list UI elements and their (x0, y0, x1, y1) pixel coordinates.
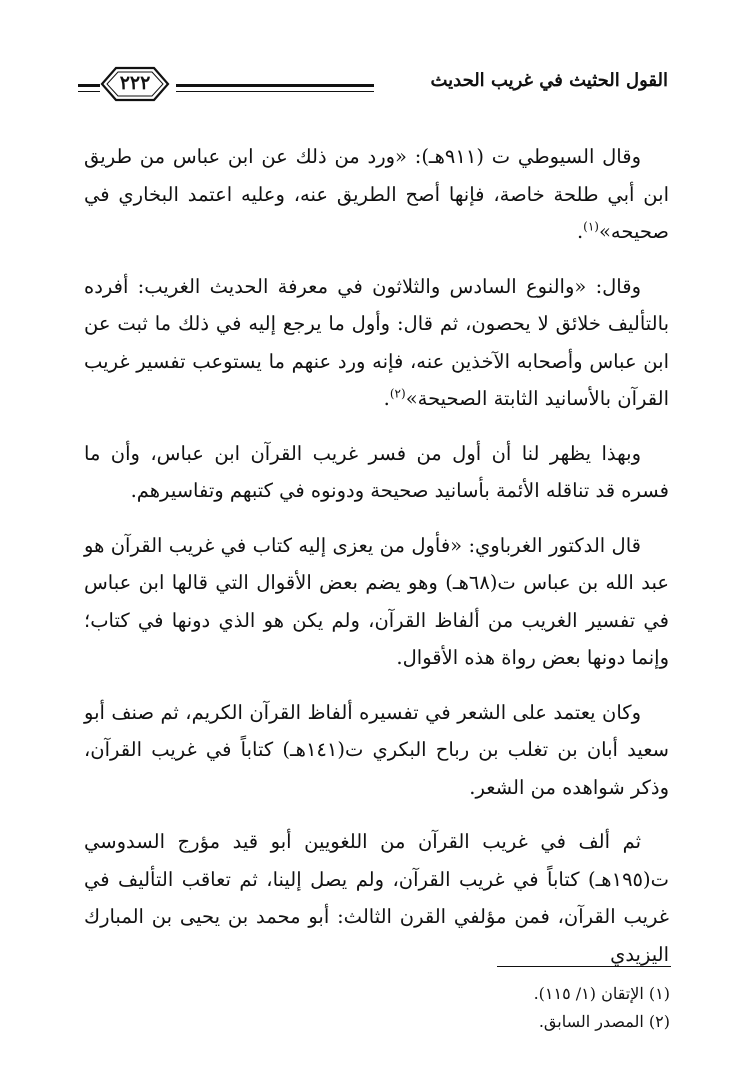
page-number-badge (98, 64, 172, 104)
paragraph-4: قال الدكتور الغرباوي: «فأول من يعزى إليه كتاب في غريب القرآن هو عبد الله بن عباس ت(٦٨هـ) وهو يضم بعض الأقوال التي قالها ابن عباس في تفسير الغريب من ألفاظ القرآن، ولم يكن هو الذي دونها في كتاب؛ وإنما دونها بعض رواة هذه الأقوال. (84, 533, 670, 669)
header-rule-left (78, 84, 100, 87)
paragraph-3: وبهذا يظهر لنا أن أول من فسر غريب القرآن ابن عباس، وأن ما فسره قد تناقله الأئمة بأسانيد صحيحة ودونوه في كتبهم وتفاسيرهم. (84, 441, 669, 502)
footnotes (300, 980, 670, 1036)
paragraph-2 (84, 268, 669, 418)
paragraph-tail: . (576, 220, 584, 243)
header-rule-middle-thin (176, 91, 374, 92)
paragraph-1 (84, 138, 669, 251)
footnote-2: (٢) المصدر السابق. (538, 1012, 670, 1031)
running-title: القول الحثيث في غريب الحديث (430, 70, 668, 91)
page-number: ٢٢٢ (119, 72, 151, 94)
footnote-ref-1: (١) (583, 219, 599, 234)
footnote-1: (١) الإتقان (١/ ١١٥). (533, 984, 670, 1003)
paragraph-5: وكان يعتمد على الشعر في تفسيره ألفاظ القرآن الكريم، ثم صنف أبو سعيد أبان بن تغلب بن رباح البكري ت(١٤١هـ) كتاباً في غريب القرآن، وذكر شواهده من الشعر. (84, 700, 670, 799)
header-rule-middle (176, 84, 374, 87)
header-rule-left-thin (78, 91, 100, 92)
main-text (84, 138, 669, 990)
paragraph-text: وقال السيوطي ت (٩١١هـ): «ورد من ذلك عن ابن عباس من طريق ابن أبي طلحة خاصة، فإنها أصح الطريق عنه، وعليه اعتمد البخاري في صحيحه» (84, 145, 669, 243)
paragraph-text: وقال: «والنوع السادس والثلاثون في معرفة الحديث الغريب: أفرده بالتأليف خلائق لا يحصون، ثم قال: وأول ما يرجع إليه في ذلك ما ثبت عن ابن عباس وأصحابه الآخذين عنه، فإنه ورد عنهم ما يستوعب تفسير غريب القرآن بالأسانيد الثابتة الصحيحة» (84, 274, 669, 410)
paragraph-tail: . (383, 387, 390, 410)
page-header (78, 62, 668, 112)
paragraph-6: ثم ألف في غريب القرآن من اللغويين أبو قيد مؤرج السدوسي ت(١٩٥هـ) كتاباً في غريب القرآن، ولم يصل إلينا، ثم تعاقب التأليف في غريب القرآن، فمن مؤلفي القرن الثالث: أبو محمد بن يحيى بن المبارك اليزيدي (84, 830, 669, 966)
footnote-ref-2: (٢) (389, 386, 406, 401)
footnote-separator (497, 966, 671, 967)
